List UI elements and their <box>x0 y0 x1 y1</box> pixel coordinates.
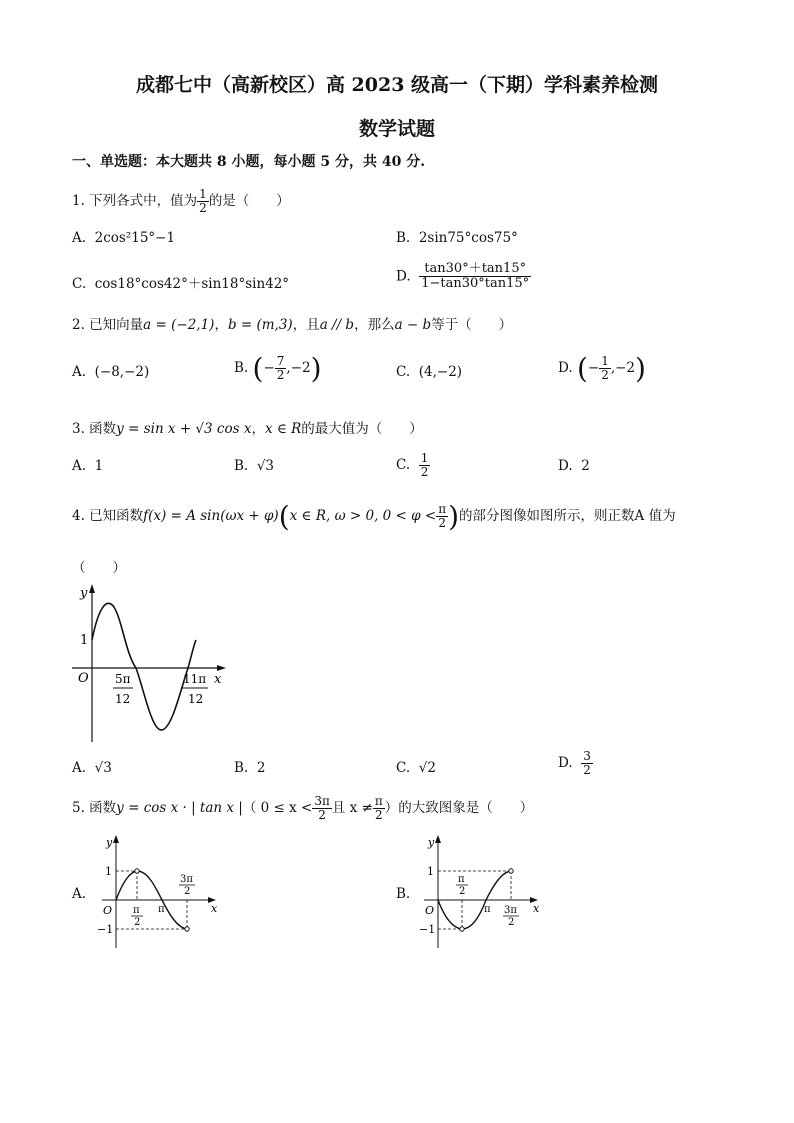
option-text: √2 <box>418 760 436 776</box>
question-3-stem <box>72 417 423 437</box>
q1-option-d <box>396 262 531 292</box>
q2-b-def: b = (m,3) <box>227 317 293 333</box>
q2-b-den: 2 <box>276 368 285 382</box>
q2-d-fraction <box>599 355 611 382</box>
q3-c-num: 1 <box>420 451 429 465</box>
q5-cond-mid: 且 x ≠ <box>331 800 373 817</box>
q2-d-sign: − <box>587 360 600 376</box>
q4-option-b <box>234 760 265 776</box>
option-label: C. <box>396 457 411 474</box>
option-label: B. <box>234 760 249 776</box>
x-tick1-den: 12 <box>115 692 131 706</box>
q2-mid1: ， <box>214 317 228 333</box>
q2-parallel: a // b <box>319 317 355 333</box>
q1-prefix: 1. 下列各式中，值为 <box>72 193 198 210</box>
q2-d-den: 2 <box>601 368 609 382</box>
q1-d-fraction <box>419 262 531 292</box>
option-text: 1 <box>94 458 104 474</box>
q3-func: y = sin x + √3 cos x <box>116 421 252 437</box>
question-4-stem: 4. 已知函数f(x) = A sin(ωx + φ)(x ∈ R, ω > 0, 0 < φ < $\frac{\pi}{2}$ )的部分图像如图所示，则正数A 值为 <box>72 500 676 533</box>
q5-frac1 <box>312 795 332 822</box>
q4-graph <box>70 582 230 747</box>
sine-curve <box>92 603 196 730</box>
x-axis-label: x <box>214 672 222 687</box>
q2-option-a <box>72 364 149 380</box>
open-point-top <box>135 869 139 873</box>
option-label: B. <box>234 458 249 474</box>
open-point-bottom <box>460 927 464 931</box>
option-text: 2 <box>581 458 590 474</box>
q2-option-d: D. (− $\frac{1}{2}$ ,−2) <box>558 352 646 385</box>
option-label: A. <box>72 760 87 776</box>
q4-option-a <box>72 760 112 776</box>
q2-b-fraction <box>275 355 287 382</box>
q2-b-post: ,−2 <box>286 360 311 376</box>
q1-option-a <box>72 230 175 246</box>
q3-prefix: 3. 函数 <box>72 421 117 437</box>
y-axis-arrow <box>435 835 441 843</box>
q5-func: y = cos x · | tan x | <box>116 800 243 817</box>
option-text: (−8,−2) <box>94 364 150 380</box>
q1-option-b <box>396 230 518 246</box>
option-text: 2cos²15°−1 <box>94 230 176 246</box>
x-axis-label: x <box>211 902 218 915</box>
q5-frac2-den: 2 <box>375 808 383 823</box>
tick-pi-half-num: π <box>458 874 465 885</box>
option-label: D. <box>558 360 573 376</box>
y-axis-arrow <box>113 835 119 843</box>
q2-option-c <box>396 364 462 380</box>
exam-title: 成都七中（高新校区）高 2023 级高一（下期）学科素养检测 <box>135 74 659 96</box>
origin-label: O <box>425 904 435 917</box>
tick-pi: π <box>158 904 165 915</box>
q5-graph-b <box>414 832 549 950</box>
q4-option-c <box>396 760 436 776</box>
q4-prefix: 4. 已知函数 <box>72 508 144 524</box>
option-label: A. <box>72 230 87 246</box>
question-5-stem <box>72 795 533 822</box>
q1-frac-num: 1 <box>199 187 207 201</box>
q3-option-c <box>396 452 430 479</box>
q2-d-num: 1 <box>601 353 609 368</box>
q2-a-def: a = (−2,1) <box>143 317 215 333</box>
q3-mid: ， <box>251 421 265 437</box>
tick-pi-half-num: π <box>133 905 140 916</box>
x-axis-arrow <box>217 665 226 671</box>
q4-suffix: 的部分图像如图所示，则正数A 值为 <box>459 508 676 524</box>
q5-suffix: 的大致图象是（ ） <box>398 800 534 817</box>
q4-d-num: 3 <box>583 749 591 763</box>
q4-answer-paren: （ ） <box>72 560 126 576</box>
q4-cond-num: π <box>438 501 447 516</box>
q2-b-num: 7 <box>276 353 285 368</box>
q3-option-d <box>558 458 590 474</box>
origin-label: O <box>103 904 113 917</box>
q3-option-a <box>72 458 103 474</box>
tick-neg-one: −1 <box>419 923 436 936</box>
q3-domain: x ∈ R <box>264 421 302 437</box>
y-axis-label: y <box>428 836 435 849</box>
question-2-stem <box>72 313 512 333</box>
x-tick2-den: 12 <box>188 692 204 706</box>
option-label: C. <box>396 364 411 380</box>
tick-one: 1 <box>427 865 434 878</box>
open-point-top <box>509 869 513 873</box>
q5-frac2 <box>373 795 385 822</box>
q1-frac-den: 2 <box>199 201 207 216</box>
q1-suffix: 的是（ ） <box>208 193 290 210</box>
q4-cond-fraction <box>436 503 448 530</box>
q5-frac1-den: 2 <box>318 808 326 823</box>
question-1-stem <box>72 188 290 215</box>
tick-neg-one: −1 <box>97 923 114 936</box>
tick-three-pi-half-den: 2 <box>508 917 515 928</box>
option-label: D. <box>558 458 573 474</box>
q2-prefix: 2. 已知向量 <box>72 317 144 333</box>
q4-d-den: 2 <box>583 763 591 778</box>
option-text: (4,−2) <box>418 364 463 380</box>
tick-one: 1 <box>105 865 112 878</box>
q5-option-b-label: B. <box>396 886 411 902</box>
option-label: D. <box>558 755 573 772</box>
open-point-bottom <box>185 927 189 931</box>
x-tick1-num: 5π <box>115 672 131 686</box>
q3-option-b <box>234 458 274 474</box>
y-axis-arrow <box>89 584 95 593</box>
q2-option-b: B. (− $\frac{7}{2}$ ,−2) <box>234 352 322 385</box>
q3-c-den: 2 <box>420 465 429 480</box>
q4-cond-den: 2 <box>438 516 446 530</box>
option-label: C. <box>396 760 411 776</box>
q2-b-sign: − <box>263 360 275 376</box>
option-text: cos18°cos42°＋sin18°sin42° <box>94 276 290 292</box>
q2-mid3: ，那么 <box>354 317 395 333</box>
q4-d-fraction <box>581 750 593 777</box>
tick-pi: π <box>484 904 491 915</box>
origin-label: O <box>78 671 89 686</box>
x-tick2-num: 11π <box>183 672 207 686</box>
q5-prefix: 5. 函数 <box>72 800 117 817</box>
q5-frac2-num: π <box>374 794 383 808</box>
option-label: A. <box>72 458 87 474</box>
q3-c-fraction <box>419 452 431 479</box>
q2-mid2: ，且 <box>292 317 320 333</box>
q3-suffix: 的最大值为（ ） <box>301 421 423 437</box>
exam-subtitle: 数学试题 <box>358 118 435 140</box>
option-text: 2sin75°cos75° <box>418 230 518 246</box>
tick-pi-half-den: 2 <box>459 886 466 897</box>
tick-three-pi-half-num: 3π <box>180 874 193 885</box>
tick-three-pi-half-num: 3π <box>504 905 517 916</box>
q1-d-num: tan30°＋tan15° <box>419 262 531 277</box>
option-label: B. <box>396 230 411 246</box>
q2-diff: a − b <box>394 317 432 333</box>
option-label: D. <box>396 268 411 285</box>
option-text: 2 <box>256 760 266 776</box>
q2-d-post: ,−2 <box>610 360 636 376</box>
q5-frac1-num: 3π <box>314 794 330 808</box>
q4-cond: x ∈ R, ω > 0, 0 < φ < <box>289 508 437 524</box>
y-axis-label: y <box>106 836 113 849</box>
q2-suffix: 等于（ ） <box>431 317 513 333</box>
option-label: A. <box>72 364 87 380</box>
q1-option-c <box>72 272 289 292</box>
q5-option-a-label: A. <box>72 886 87 902</box>
x-axis-label: x <box>533 902 540 915</box>
q4-func: f(x) = A sin(ωx + φ) <box>143 508 279 524</box>
q5-cond-pre: （ 0 ≤ x < <box>242 800 313 817</box>
section-heading: 一、单选题：本大题共 8 小题，每小题 5 分，共 40 分. <box>72 154 426 170</box>
q4-option-d <box>558 750 593 777</box>
option-label: C. <box>72 276 87 292</box>
q1-d-den: 1−tan30°tan15° <box>421 276 530 292</box>
y-axis-label: y <box>80 586 88 601</box>
y-tick-1: 1 <box>80 633 89 648</box>
q5-cond-post: ） <box>384 800 399 817</box>
option-text: √3 <box>94 760 112 776</box>
tick-three-pi-half-den: 2 <box>184 886 191 897</box>
q1-fraction <box>197 188 209 215</box>
tick-pi-half-den: 2 <box>134 917 141 928</box>
option-label: B. <box>234 360 249 376</box>
q5-graph-a <box>92 832 227 950</box>
option-text: √3 <box>256 458 275 474</box>
